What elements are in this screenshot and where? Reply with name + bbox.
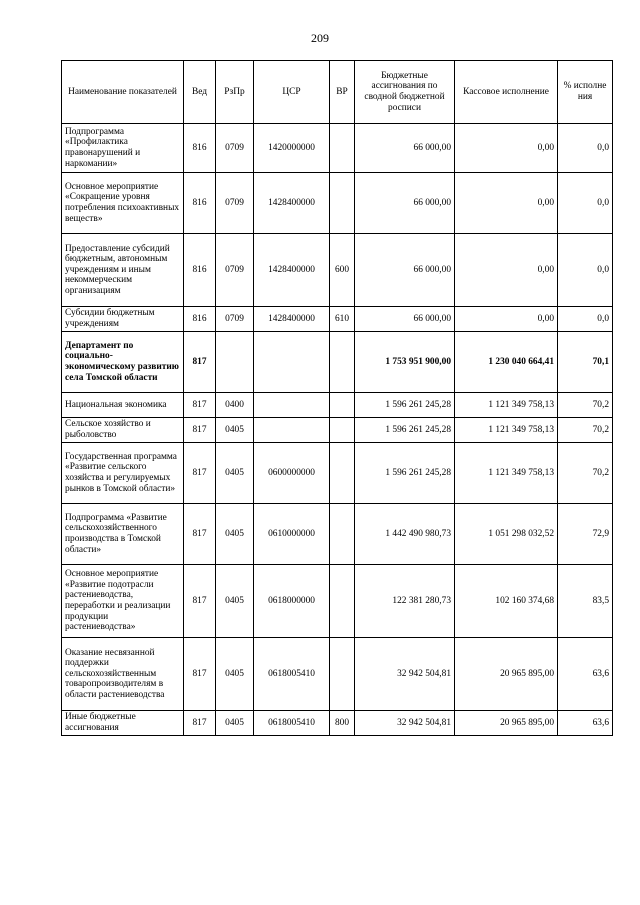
cell-ved: 816 xyxy=(184,124,216,173)
budget-table xyxy=(61,60,613,736)
cell-name: Субсидии бюджетным учреждениям xyxy=(62,307,184,332)
cell-name: Государственная программа «Развитие сельского хозяйства и регулируемых рынков в Томской области» xyxy=(62,443,184,504)
cell-csr xyxy=(254,332,330,393)
cell-name: Иные бюджетные ассигнования xyxy=(62,711,184,736)
cell-rzpr: 0400 xyxy=(216,393,254,418)
table-row xyxy=(62,711,613,736)
cell-ved: 817 xyxy=(184,565,216,638)
cell-ved: 817 xyxy=(184,638,216,711)
cell-pct: 70,2 xyxy=(558,418,613,443)
cell-rzpr: 0405 xyxy=(216,565,254,638)
cell-cash: 0,00 xyxy=(455,124,558,173)
cell-assign: 32 942 504,81 xyxy=(355,711,455,736)
cell-ved: 817 xyxy=(184,504,216,565)
header-name: Наименование показателей xyxy=(62,61,184,124)
header-ved: Вед xyxy=(184,61,216,124)
cell-assign: 66 000,00 xyxy=(355,234,455,307)
cell-ved: 817 xyxy=(184,393,216,418)
table-row xyxy=(62,393,613,418)
cell-pct: 63,6 xyxy=(558,711,613,736)
cell-pct: 70,2 xyxy=(558,443,613,504)
cell-assign: 66 000,00 xyxy=(355,173,455,234)
page-number: 209 xyxy=(311,31,329,45)
cell-name: Подпрограмма «Развитие сельскохозяйственного производства в Томской области» xyxy=(62,504,184,565)
cell-rzpr: 0405 xyxy=(216,504,254,565)
cell-pct: 83,5 xyxy=(558,565,613,638)
table-row xyxy=(62,565,613,638)
cell-csr xyxy=(254,418,330,443)
cell-pct: 63,6 xyxy=(558,638,613,711)
cell-vr xyxy=(330,565,355,638)
cell-assign: 1 596 261 245,28 xyxy=(355,443,455,504)
cell-name: Департамент по социально-экономическому развитию села Томской области xyxy=(62,332,184,393)
cell-rzpr: 0405 xyxy=(216,418,254,443)
cell-vr: 600 xyxy=(330,234,355,307)
cell-cash: 102 160 374,68 xyxy=(455,565,558,638)
cell-csr: 1428400000 xyxy=(254,307,330,332)
cell-cash: 1 230 040 664,41 xyxy=(455,332,558,393)
cell-csr: 1428400000 xyxy=(254,234,330,307)
header-cash: Кассовое исполнение xyxy=(455,61,558,124)
cell-ved: 816 xyxy=(184,234,216,307)
table-row xyxy=(62,504,613,565)
cell-vr xyxy=(330,124,355,173)
table-row xyxy=(62,638,613,711)
cell-rzpr: 0405 xyxy=(216,711,254,736)
cell-csr: 0610000000 xyxy=(254,504,330,565)
table-row xyxy=(62,307,613,332)
cell-vr xyxy=(330,418,355,443)
cell-pct: 0,0 xyxy=(558,307,613,332)
cell-cash: 1 051 298 032,52 xyxy=(455,504,558,565)
cell-cash: 20 965 895,00 xyxy=(455,638,558,711)
cell-name: Подпрограмма «Профилактика правонарушений и наркомании» xyxy=(62,124,184,173)
cell-rzpr: 0709 xyxy=(216,173,254,234)
cell-pct: 0,0 xyxy=(558,234,613,307)
cell-vr xyxy=(330,393,355,418)
cell-pct: 70,1 xyxy=(558,332,613,393)
cell-cash: 1 121 349 758,13 xyxy=(455,418,558,443)
cell-pct: 70,2 xyxy=(558,393,613,418)
cell-csr: 1428400000 xyxy=(254,173,330,234)
cell-cash: 20 965 895,00 xyxy=(455,711,558,736)
cell-ved: 816 xyxy=(184,173,216,234)
cell-vr xyxy=(330,443,355,504)
cell-vr xyxy=(330,173,355,234)
header-assign: Бюджетные ассигнования по сводной бюджетной росписи xyxy=(355,61,455,124)
cell-name: Национальная экономика xyxy=(62,393,184,418)
cell-csr: 0618005410 xyxy=(254,638,330,711)
cell-ved: 816 xyxy=(184,307,216,332)
cell-rzpr: 0405 xyxy=(216,443,254,504)
cell-pct: 72,9 xyxy=(558,504,613,565)
table-body xyxy=(62,124,613,736)
cell-csr: 0618000000 xyxy=(254,565,330,638)
cell-assign: 1 753 951 900,00 xyxy=(355,332,455,393)
cell-assign: 66 000,00 xyxy=(355,307,455,332)
cell-rzpr xyxy=(216,332,254,393)
cell-ved: 817 xyxy=(184,418,216,443)
table-row xyxy=(62,418,613,443)
cell-pct: 0,0 xyxy=(558,173,613,234)
cell-cash: 1 121 349 758,13 xyxy=(455,443,558,504)
cell-name: Сельское хозяйство и рыболовство xyxy=(62,418,184,443)
cell-csr: 0618005410 xyxy=(254,711,330,736)
cell-cash: 0,00 xyxy=(455,307,558,332)
cell-rzpr: 0709 xyxy=(216,234,254,307)
cell-assign: 1 596 261 245,28 xyxy=(355,418,455,443)
cell-vr xyxy=(330,638,355,711)
cell-csr xyxy=(254,393,330,418)
cell-assign: 1 596 261 245,28 xyxy=(355,393,455,418)
cell-csr: 0600000000 xyxy=(254,443,330,504)
cell-vr xyxy=(330,332,355,393)
table-header-row xyxy=(62,61,613,124)
cell-name: Оказание несвязанной поддержки сельскохозяйственным товаропроизводителям в области растениеводства xyxy=(62,638,184,711)
table-row xyxy=(62,234,613,307)
cell-cash: 1 121 349 758,13 xyxy=(455,393,558,418)
header-csr: ЦСР xyxy=(254,61,330,124)
cell-rzpr: 0709 xyxy=(216,307,254,332)
cell-ved: 817 xyxy=(184,711,216,736)
cell-assign: 32 942 504,81 xyxy=(355,638,455,711)
cell-cash: 0,00 xyxy=(455,173,558,234)
cell-assign: 122 381 280,73 xyxy=(355,565,455,638)
cell-rzpr: 0709 xyxy=(216,124,254,173)
cell-name: Основное мероприятие «Развитие подотрасли растениеводства, переработки и реализации продукции растениеводства» xyxy=(62,565,184,638)
cell-vr xyxy=(330,504,355,565)
table-row xyxy=(62,173,613,234)
header-pct: % исполне ния xyxy=(558,61,613,124)
table-row xyxy=(62,124,613,173)
cell-cash: 0,00 xyxy=(455,234,558,307)
table-row xyxy=(62,443,613,504)
header-vr: ВР xyxy=(330,61,355,124)
cell-assign: 1 442 490 980,73 xyxy=(355,504,455,565)
cell-ved: 817 xyxy=(184,443,216,504)
cell-name: Основное мероприятие «Сокращение уровня потребления психоактивных веществ» xyxy=(62,173,184,234)
cell-vr: 610 xyxy=(330,307,355,332)
cell-name: Предоставление субсидий бюджетным, автономным учреждениям и иным некоммерческим организациям xyxy=(62,234,184,307)
cell-assign: 66 000,00 xyxy=(355,124,455,173)
cell-csr: 1420000000 xyxy=(254,124,330,173)
table-row xyxy=(62,332,613,393)
cell-pct: 0,0 xyxy=(558,124,613,173)
cell-vr: 800 xyxy=(330,711,355,736)
cell-rzpr: 0405 xyxy=(216,638,254,711)
header-rzpr: РзПр xyxy=(216,61,254,124)
cell-ved: 817 xyxy=(184,332,216,393)
